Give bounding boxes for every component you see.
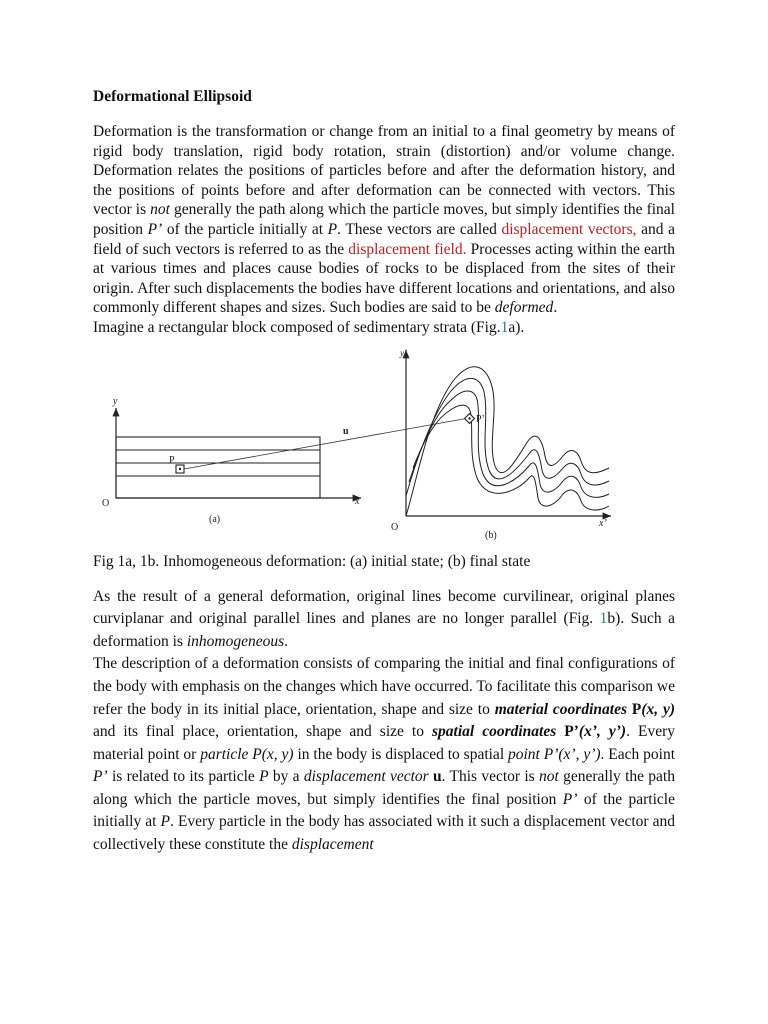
figure-1: [93, 346, 675, 544]
figure-reference-link[interactable]: 1: [599, 610, 608, 628]
axis-y-label-a: y: [113, 395, 118, 407]
folded-strata: [406, 366, 609, 515]
paragraph-description: The description of a deformation consists of comparing the initial and final configurations of the body with emphasis on the changes which have occurred. To facilitate this comparison we refer the body in its initial place, orientation, shape and size to material coordinates P(x, y) and its final place, orientation, shape and size to spatial coordinates P’(x’, y’). Every material point or particle P(x, y) in the body is displaced to spatial point P’(x’, y’). Each point P’ is related to its particle P by a displacement vector u. This vector is not generally the path along which the particle moves, but simply identifies the final position P’ of the particle initially at P. Every particle in the body has associated with it such a displacement vector and collectively these constitute the displacement: [93, 655, 676, 854]
document-page: [93, 86, 675, 857]
panel-a-caption: (a): [209, 513, 221, 525]
paragraph-imagine: Imagine a rectangular block composed of sedimentary strata (Fig.1a).: [93, 318, 525, 336]
paragraph-deformation: Deformation is the transformation or change from an initial to a final geometry by means of rigid body translation, rigid body rotation, strain (distortion) and/or volume change. Deformation relates the positions of particles before and after the deformation history, and the positions of points before and after deformation can be connected with vectors. This vector is not generally the path along which the particle moves, but simply identifies the final position P’ of the particle initially at P. These vectors are called displacement vectors, and a field of such vectors is referred to as the displacement field. Processes acting within the earth at various times and places cause bodies of rocks to be displaced from the sites of their origin. After such displacements the bodies have different locations and orientations, and also commonly different shapes and sizes. Such bodies are said to be deformed.: [93, 123, 675, 317]
paragraph-inhomogeneous: As the result of a general deformation, original lines become curvilinear, original planes curviplanar and original parallel lines and planes are no longer parallel (Fig. 1b). Such a deformation is inhomogeneous.: [93, 587, 675, 650]
particle-p-prime-marker: [465, 413, 475, 423]
origin-label-a: O: [102, 497, 110, 509]
displacement-vector-u: [184, 418, 469, 469]
panel-b-caption: (b): [485, 529, 497, 541]
origin-label-b: O: [391, 521, 399, 533]
section-title: Deformational Ellipsoid: [93, 88, 252, 105]
axis-x-label-a: x: [355, 495, 360, 507]
figure-caption: Fig 1a, 1b. Inhomogeneous deformation: (a) initial state; (b) final state: [93, 552, 531, 570]
particle-p-prime-label: P’: [476, 413, 485, 425]
term-displacement-vectors: displacement vectors,: [501, 220, 637, 238]
figure-1-drawing: [93, 346, 675, 544]
particle-p-label: P: [169, 454, 175, 466]
panel-b: [391, 348, 611, 541]
strata-block: [116, 437, 320, 498]
figure-reference-link[interactable]: 1: [500, 318, 509, 336]
term-displacement-field: displacement field.: [348, 240, 467, 258]
axis-x-label-b: x’: [599, 517, 607, 529]
vector-u-label: u: [343, 425, 349, 437]
axis-y-label-b: y’: [400, 347, 407, 358]
